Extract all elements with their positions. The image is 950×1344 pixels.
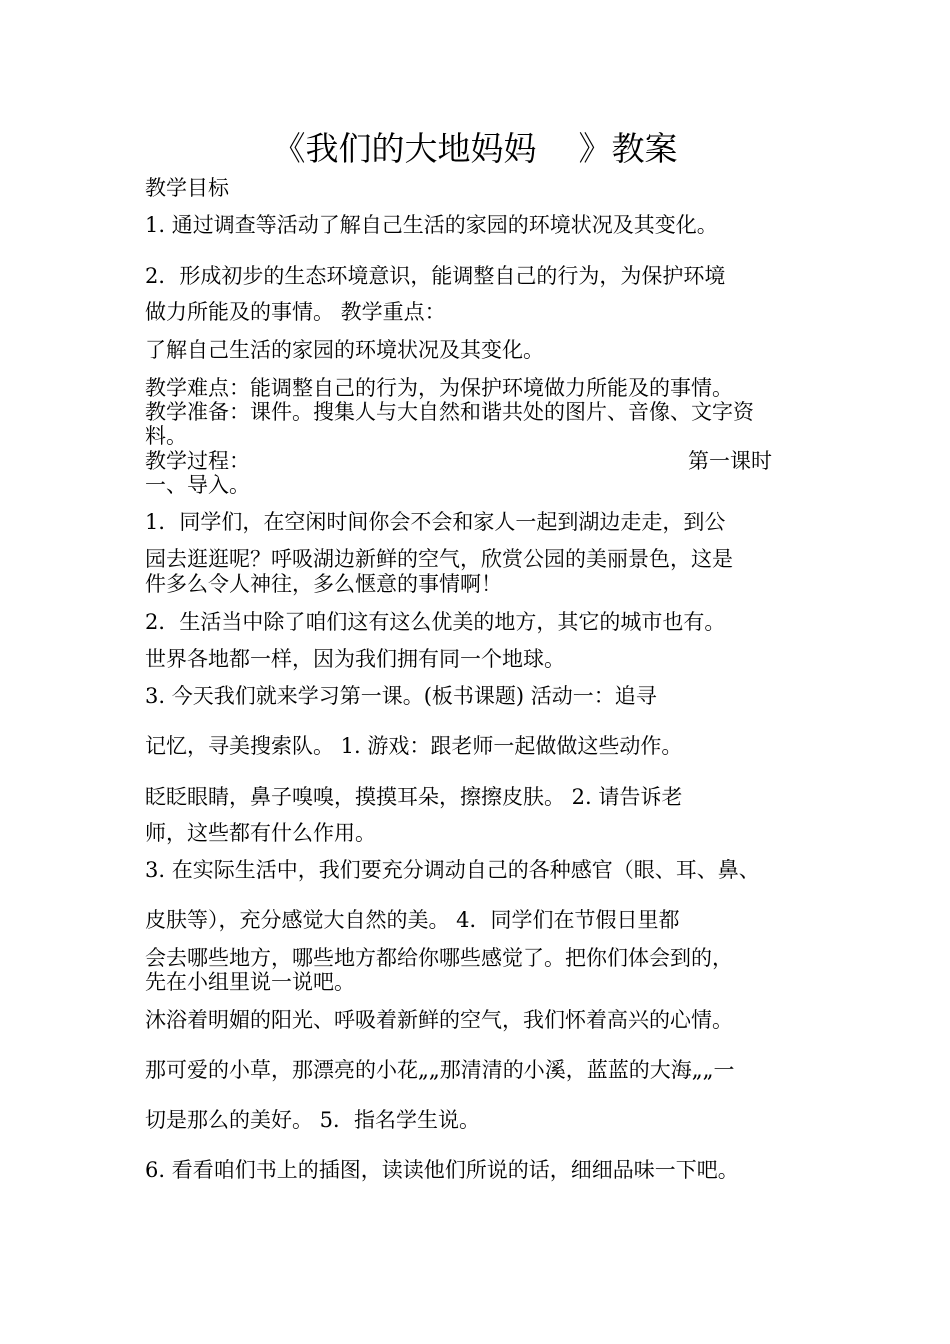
text-line: 一、导入。	[145, 473, 250, 497]
text-line: 2．形成初步的生态环境意识，能调整自己的行为，为保护环境	[145, 264, 726, 288]
text-line: 切是那么的美好。 5．指名学生说。	[145, 1108, 481, 1132]
text-line: 1．同学们，在空闲时间你会不会和家人一起到湖边走走，到公	[145, 510, 726, 534]
text-line: 3. 在实际生活中，我们要充分调动自己的各种感官（眼、耳、鼻、	[145, 858, 760, 882]
lesson-label: 第一课时	[688, 449, 772, 473]
text-line: 教学目标	[145, 176, 229, 200]
text-line: 教学难点：能调整自己的行为，为保护环境做力所能及的事情。	[145, 376, 733, 400]
text-line: 记忆，寻美搜索队。 1. 游戏：跟老师一起做做这些动作。	[145, 734, 683, 758]
text-line: 沐浴着明媚的阳光、呼吸着新鲜的空气，我们怀着高兴的心情。	[145, 1008, 733, 1032]
text-line: 做力所能及的事情。 教学重点：	[145, 300, 446, 324]
text-line: 件多么令人神往，多么惬意的事情啊！	[145, 572, 502, 596]
text-line: 了解自己生活的家园的环境状况及其变化。	[145, 338, 544, 362]
text-line: 先在小组里说一说吧。	[145, 970, 355, 994]
text-line: 6. 看看咱们书上的插图，读读他们所说的话，细细品味一下吧。	[145, 1158, 739, 1182]
text-line: 教学过程：	[145, 449, 250, 473]
text-line: 1. 通过调查等活动了解自己生活的家园的环境状况及其变化。	[145, 213, 718, 237]
text-line: 2．生活当中除了咱们这有这么优美的地方，其它的城市也有。	[145, 610, 726, 634]
text-line: 3. 今天我们就来学习第一课。(板书课题) 活动一：追寻	[145, 684, 657, 708]
text-line: 皮肤等），充分感觉大自然的美。 4．同学们在节假日里都	[145, 908, 680, 932]
text-line: 眨眨眼睛，鼻子嗅嗅，摸摸耳朵，擦擦皮肤。 2. 请告诉老	[145, 785, 683, 809]
text-line: 料。	[145, 424, 187, 448]
text-line: 师，这些都有什么作用。	[145, 821, 376, 845]
text-line: 那可爱的小草，那漂亮的小花„„那清清的小溪，蓝蓝的大海„„一	[145, 1058, 735, 1082]
text-line: 会去哪些地方，哪些地方都给你哪些感觉了。把你们体会到的，	[145, 946, 733, 970]
text-line: 教学准备：课件。搜集人与大自然和谐共处的图片、音像、文字资	[145, 400, 754, 424]
document-title: 《我们的大地妈妈 》教案	[272, 129, 678, 168]
text-line: 园去逛逛呢？呼吸湖边新鲜的空气，欣赏公园的美丽景色，这是	[145, 547, 733, 571]
text-line: 世界各地都一样，因为我们拥有同一个地球。	[145, 647, 565, 671]
